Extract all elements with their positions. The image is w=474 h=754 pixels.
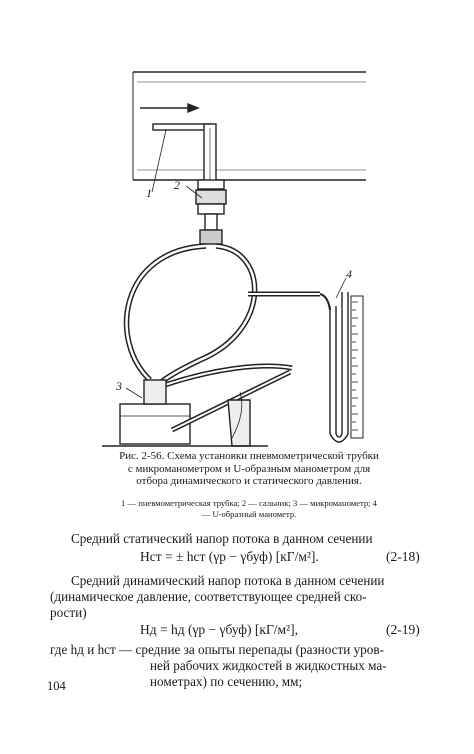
equation-2-18: Hст = ± hст (γр − γбуф) [кГ/м²]. (140, 549, 319, 564)
paragraph-dynamic-line-2: (динамическое давление, соответствующее средней ско- (50, 589, 367, 604)
definition-line-2: ней рабочих жидкостей в жидкостных ма- (150, 658, 387, 673)
paragraph-static-head: Средний статический напор потока в данном сечении (71, 531, 373, 546)
equation-number-2-19: (2-19) (386, 622, 420, 637)
u-manometer (330, 292, 363, 442)
page-number: 104 (47, 679, 66, 693)
micromanometer (102, 372, 290, 446)
hose-to-u-manometer (248, 294, 330, 310)
definition-line-1: где hд и hст — средние за опыты перепады (разности уров- (50, 642, 384, 657)
figure-label-2: 2 (174, 178, 180, 192)
equation-number-2-18: (2-18) (386, 549, 420, 564)
flow-arrow (140, 104, 198, 112)
definition-line-3: нометрах) по сечению, мм; (150, 674, 303, 689)
figure-label-3: 3 (116, 379, 122, 393)
paragraph-dynamic-line-3: рости) (50, 605, 87, 620)
paragraph-dynamic-line-1: Средний динамический напор потока в данном сечении (71, 573, 385, 588)
figure-legend: 1 — пневмометрическая трубка; 2 — сальник; 3 — микроманометр; 4 — U-образный манометр. (121, 498, 377, 519)
figure-caption: Рис. 2-56. Схема установки пневмометрической трубки с микроманометром и U-образным манометром для отбора динамического и статического давления. (119, 450, 379, 487)
figure-label-1: 1 (146, 186, 152, 200)
gland (196, 180, 226, 244)
figure-label-4: 4 (346, 267, 352, 281)
equation-2-19: Hд = hд (γр − γбуф) [кГ/м²], (140, 622, 298, 637)
